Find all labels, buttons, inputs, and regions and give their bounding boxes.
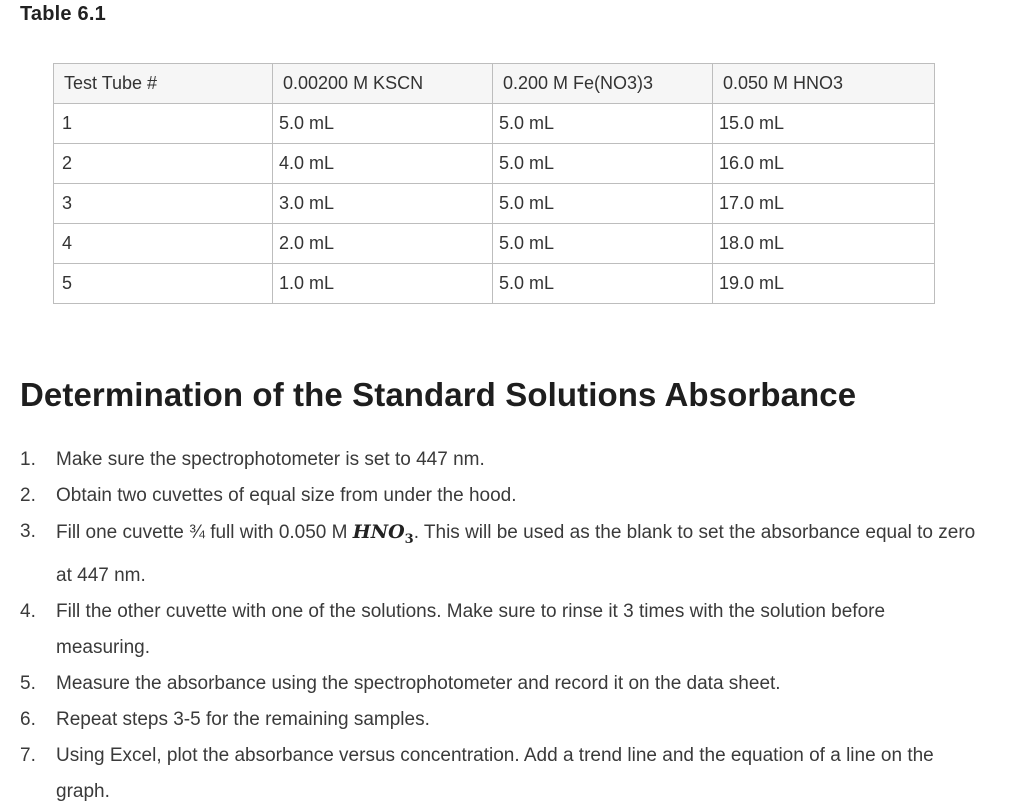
cell-fe-no3-3: 5.0 mL (493, 144, 713, 184)
cell-fe-no3-3: 5.0 mL (493, 264, 713, 304)
cell-test-tube: 2 (54, 144, 273, 184)
step-number: 6. (20, 708, 36, 730)
list-item (20, 478, 980, 514)
table-row (54, 104, 935, 144)
table-row (54, 184, 935, 224)
cell-kscn: 4.0 mL (273, 144, 493, 184)
table-row (54, 224, 935, 264)
step-number: 2. (20, 485, 36, 506)
formula-subscript: 3 (404, 531, 414, 547)
list-item (20, 594, 980, 666)
cell-kscn: 3.0 mL (273, 184, 493, 224)
step-text: Fill the other cuvette with one of the solutions. Make sure to rinse it 3 times with the solution before measuring. (56, 600, 886, 658)
cell-test-tube: 3 (54, 184, 273, 224)
cell-hno3: 19.0 mL (713, 264, 935, 304)
table-row (54, 144, 935, 184)
step-text: Measure the absorbance using the spectrophotometer and record it on the data sheet. (56, 672, 781, 694)
column-header-test-tube: Test Tube # (54, 64, 273, 104)
cell-test-tube: 1 (54, 104, 273, 144)
cell-hno3: 17.0 mL (713, 184, 935, 224)
table-caption: Table 6.1 (20, 3, 106, 25)
cell-fe-no3-3: 5.0 mL (493, 224, 713, 264)
step-text-before: Fill one cuvette ¾ full with 0.050 M (56, 522, 353, 543)
cell-test-tube: 4 (54, 224, 273, 264)
cell-fe-no3-3: 5.0 mL (493, 104, 713, 144)
step-number: 1. (20, 449, 36, 470)
step-text: Using Excel, plot the absorbance versus concentration. Add a trend line and the equation of a line on the graph. (56, 744, 934, 802)
cell-hno3: 15.0 mL (713, 104, 935, 144)
formula-text: HNO (352, 521, 405, 543)
table-row (54, 264, 935, 304)
list-item (20, 702, 980, 738)
list-item (20, 514, 980, 594)
step-number: 4. (20, 600, 36, 622)
reagent-table (53, 63, 935, 304)
step-number: 3. (20, 521, 36, 542)
list-item (20, 666, 980, 702)
cell-hno3: 18.0 mL (713, 224, 935, 264)
cell-kscn: 1.0 mL (273, 264, 493, 304)
table-header-row (54, 64, 935, 104)
step-text: Make sure the spectrophotometer is set to 447 nm. (56, 449, 485, 470)
step-number: 5. (20, 672, 36, 694)
column-header-fe-no3-3: 0.200 M Fe(NO3)3 (493, 64, 713, 104)
list-item (20, 738, 980, 810)
column-header-hno3: 0.050 M HNO3 (713, 64, 935, 104)
cell-fe-no3-3: 5.0 mL (493, 184, 713, 224)
procedure-steps (20, 442, 980, 810)
step-text-after: . This will be used as the blank to set the absorbance equal to zero at 447 nm. (56, 522, 976, 586)
step-text: Repeat steps 3-5 for the remaining samples. (56, 708, 430, 730)
step-text: Obtain two cuvettes of equal size from under the hood. (56, 485, 517, 506)
cell-kscn: 2.0 mL (273, 224, 493, 264)
cell-test-tube: 5 (54, 264, 273, 304)
cell-kscn: 5.0 mL (273, 104, 493, 144)
column-header-kscn: 0.00200 M KSCN (273, 64, 493, 104)
cell-hno3: 16.0 mL (713, 144, 935, 184)
section-heading: Determination of the Standard Solutions Absorbance (20, 376, 857, 413)
hno3-formula (352, 521, 414, 547)
step-number: 7. (20, 744, 36, 766)
list-item (20, 442, 980, 478)
